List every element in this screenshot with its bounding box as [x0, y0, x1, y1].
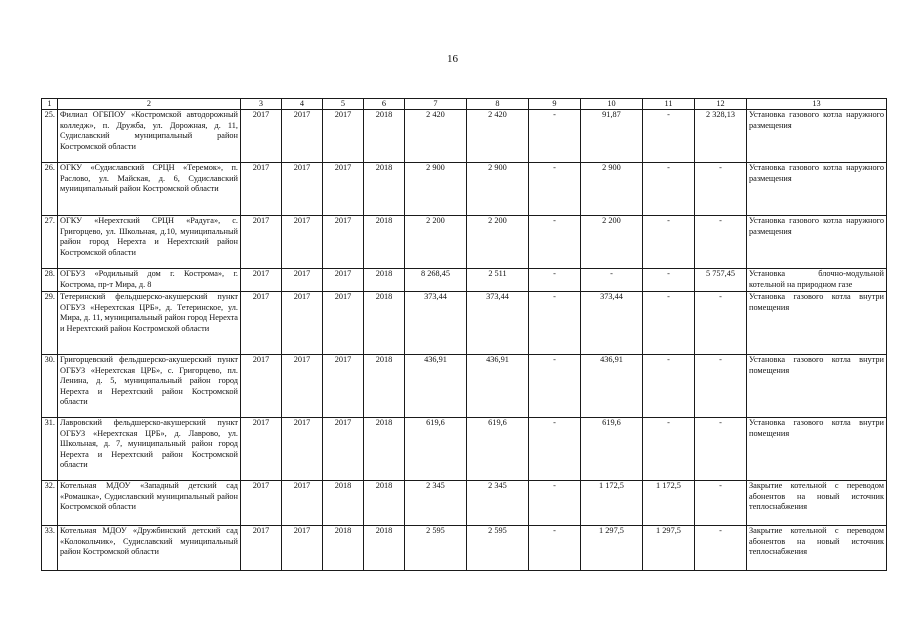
row-number: 26. — [42, 163, 58, 216]
cell-col7: 2 900 — [405, 163, 467, 216]
table-row — [42, 269, 887, 292]
cell-col9: - — [529, 216, 581, 269]
table-row — [42, 216, 887, 269]
cell-col7: 2 420 — [405, 110, 467, 163]
cell-col4: 2017 — [282, 355, 323, 418]
measure-description: Установка блочно-модульной котельной на природном газе — [747, 269, 887, 292]
cell-col5: 2018 — [323, 481, 364, 526]
cell-col3: 2017 — [241, 292, 282, 355]
measure-description: Закрытие котельной с переводом абонентов на новый источник теплоснабжения — [747, 526, 887, 571]
measure-description: Закрытие котельной с переводом абонентов на новый источник теплоснабжения — [747, 481, 887, 526]
cell-col11: - — [643, 355, 695, 418]
object-name: Котельная МДОУ «Дружбинский детский сад «Колокольчик», Судиславский муниципальный район Костромской области — [58, 526, 241, 571]
object-name: ОГКУ «Судиславский СРЦН «Теремок», п. Раслово, ул. Майская, д. 6, Судиславский муниципальный район Костромской области — [58, 163, 241, 216]
cell-col8: 2 511 — [467, 269, 529, 292]
cell-col5: 2017 — [323, 163, 364, 216]
cell-col9: - — [529, 269, 581, 292]
cell-col9: - — [529, 163, 581, 216]
row-number: 29. — [42, 292, 58, 355]
row-number: 31. — [42, 418, 58, 481]
cell-col7: 619,6 — [405, 418, 467, 481]
header-cell: 2 — [58, 99, 241, 110]
table-row — [42, 481, 887, 526]
object-name: ОГКУ «Нерехтский СРЦН «Радуга», с. Григорцево, ул. Школьная, д.10, муниципальный район город Нерехта и Нерехтский район Костромской области — [58, 216, 241, 269]
cell-col11: - — [643, 163, 695, 216]
cell-col12: 2 328,13 — [695, 110, 747, 163]
cell-col10: 2 200 — [581, 216, 643, 269]
cell-col6: 2018 — [364, 481, 405, 526]
table-row — [42, 355, 887, 418]
cell-col8: 373,44 — [467, 292, 529, 355]
object-name: Тетеринский фельдшерско-акушерский пункт ОГБУЗ «Нерехтская ЦРБ», д. Тетеринское, ул. Мира, д. 11, муниципальный район город Нерехта и Нерехтский район Костромской области — [58, 292, 241, 355]
cell-col12: 5 757,45 — [695, 269, 747, 292]
cell-col8: 619,6 — [467, 418, 529, 481]
measure-description: Установка газового котла внутри помещения — [747, 355, 887, 418]
cell-col4: 2017 — [282, 418, 323, 481]
cell-col6: 2018 — [364, 418, 405, 481]
cell-col5: 2017 — [323, 269, 364, 292]
cell-col9: - — [529, 418, 581, 481]
header-cell: 4 — [282, 99, 323, 110]
cell-col10: 373,44 — [581, 292, 643, 355]
table-row — [42, 418, 887, 481]
table-row — [42, 292, 887, 355]
header-cell: 1 — [42, 99, 58, 110]
cell-col6: 2018 — [364, 216, 405, 269]
header-row — [42, 99, 887, 110]
row-number: 33. — [42, 526, 58, 571]
cell-col6: 2018 — [364, 110, 405, 163]
header-cell: 3 — [241, 99, 282, 110]
cell-col9: - — [529, 292, 581, 355]
cell-col7: 373,44 — [405, 292, 467, 355]
cell-col3: 2017 — [241, 526, 282, 571]
header-cell: 10 — [581, 99, 643, 110]
cell-col3: 2017 — [241, 481, 282, 526]
cell-col8: 2 900 — [467, 163, 529, 216]
cell-col11: - — [643, 269, 695, 292]
header-cell: 5 — [323, 99, 364, 110]
cell-col7: 2 200 — [405, 216, 467, 269]
cell-col5: 2017 — [323, 292, 364, 355]
cell-col6: 2018 — [364, 526, 405, 571]
measure-description: Установка газового котла наружного размещения — [747, 163, 887, 216]
header-cell: 12 — [695, 99, 747, 110]
object-name: Котельная МДОУ «Западный детский сад «Ромашка», Судиславский муниципальный район Костромской области — [58, 481, 241, 526]
cell-col3: 2017 — [241, 110, 282, 163]
page-number: 16 — [447, 53, 458, 65]
cell-col4: 2017 — [282, 269, 323, 292]
header-cell: 13 — [747, 99, 887, 110]
cell-col12: - — [695, 526, 747, 571]
cell-col5: 2017 — [323, 110, 364, 163]
cell-col7: 8 268,45 — [405, 269, 467, 292]
row-number: 30. — [42, 355, 58, 418]
cell-col11: 1 172,5 — [643, 481, 695, 526]
cell-col9: - — [529, 110, 581, 163]
cell-col3: 2017 — [241, 418, 282, 481]
cell-col11: - — [643, 216, 695, 269]
row-number: 28. — [42, 269, 58, 292]
cell-col6: 2018 — [364, 292, 405, 355]
cell-col12: - — [695, 418, 747, 481]
cell-col12: - — [695, 481, 747, 526]
cell-col4: 2017 — [282, 526, 323, 571]
cell-col11: - — [643, 418, 695, 481]
table-row — [42, 110, 887, 163]
cell-col4: 2017 — [282, 292, 323, 355]
table-row — [42, 163, 887, 216]
cell-col11: 1 297,5 — [643, 526, 695, 571]
cell-col3: 2017 — [241, 163, 282, 216]
cell-col8: 2 595 — [467, 526, 529, 571]
row-number: 25. — [42, 110, 58, 163]
cell-col6: 2018 — [364, 269, 405, 292]
cell-col11: - — [643, 110, 695, 163]
object-name: Филиал ОГБПОУ «Костромской автодорожный колледж», п. Дружба, ул. Дорожная, д. 11, Судиславский муниципальный район Костромской области — [58, 110, 241, 163]
measure-description: Установка газового котла внутри помещения — [747, 292, 887, 355]
cell-col12: - — [695, 292, 747, 355]
cell-col3: 2017 — [241, 355, 282, 418]
cell-col8: 2 345 — [467, 481, 529, 526]
header-cell: 11 — [643, 99, 695, 110]
cell-col4: 2017 — [282, 216, 323, 269]
cell-col5: 2017 — [323, 418, 364, 481]
cell-col9: - — [529, 526, 581, 571]
cell-col8: 2 200 — [467, 216, 529, 269]
header-cell: 8 — [467, 99, 529, 110]
row-number: 32. — [42, 481, 58, 526]
cell-col8: 2 420 — [467, 110, 529, 163]
measure-description: Установка газового котла наружного размещения — [747, 216, 887, 269]
cell-col7: 2 345 — [405, 481, 467, 526]
cell-col4: 2017 — [282, 110, 323, 163]
object-name: Григорцевский фельдшерско-акушерский пункт ОГБУЗ «Нерехтская ЦРБ», с. Григорцево, пл. Ленина, д. 5, муниципальный район город Нерехта и Нерехтский район Костромской области — [58, 355, 241, 418]
header-cell: 9 — [529, 99, 581, 110]
object-name: Лавровский фельдшерско-акушерский пункт ОГБУЗ «Нерехтская ЦРБ», д. Лаврово, ул. Школьная, д. 7, муниципальный район город Нерехта и Нерехтский район Костромской области — [58, 418, 241, 481]
object-name: ОГБУЗ «Родильный дом г. Кострома», г. Кострома, пр-т Мира, д. 8 — [58, 269, 241, 292]
cell-col10: 1 297,5 — [581, 526, 643, 571]
cell-col8: 436,91 — [467, 355, 529, 418]
cell-col3: 2017 — [241, 269, 282, 292]
table-row — [42, 526, 887, 571]
header-cell: 6 — [364, 99, 405, 110]
cell-col7: 2 595 — [405, 526, 467, 571]
cell-col3: 2017 — [241, 216, 282, 269]
cell-col10: 619,6 — [581, 418, 643, 481]
cell-col10: 91,87 — [581, 110, 643, 163]
cell-col10: 1 172,5 — [581, 481, 643, 526]
cell-col6: 2018 — [364, 163, 405, 216]
cell-col5: 2018 — [323, 526, 364, 571]
cell-col5: 2017 — [323, 355, 364, 418]
cell-col11: - — [643, 292, 695, 355]
cell-col9: - — [529, 481, 581, 526]
row-number: 27. — [42, 216, 58, 269]
cell-col4: 2017 — [282, 163, 323, 216]
measure-description: Установка газового котла внутри помещения — [747, 418, 887, 481]
header-cell: 7 — [405, 99, 467, 110]
cell-col9: - — [529, 355, 581, 418]
cell-col10: - — [581, 269, 643, 292]
cell-col12: - — [695, 216, 747, 269]
cell-col10: 2 900 — [581, 163, 643, 216]
cell-col7: 436,91 — [405, 355, 467, 418]
cell-col10: 436,91 — [581, 355, 643, 418]
cell-col12: - — [695, 355, 747, 418]
cell-col4: 2017 — [282, 481, 323, 526]
program-table — [41, 98, 887, 571]
cell-col6: 2018 — [364, 355, 405, 418]
measure-description: Установка газового котла наружного размещения — [747, 110, 887, 163]
cell-col12: - — [695, 163, 747, 216]
cell-col5: 2017 — [323, 216, 364, 269]
